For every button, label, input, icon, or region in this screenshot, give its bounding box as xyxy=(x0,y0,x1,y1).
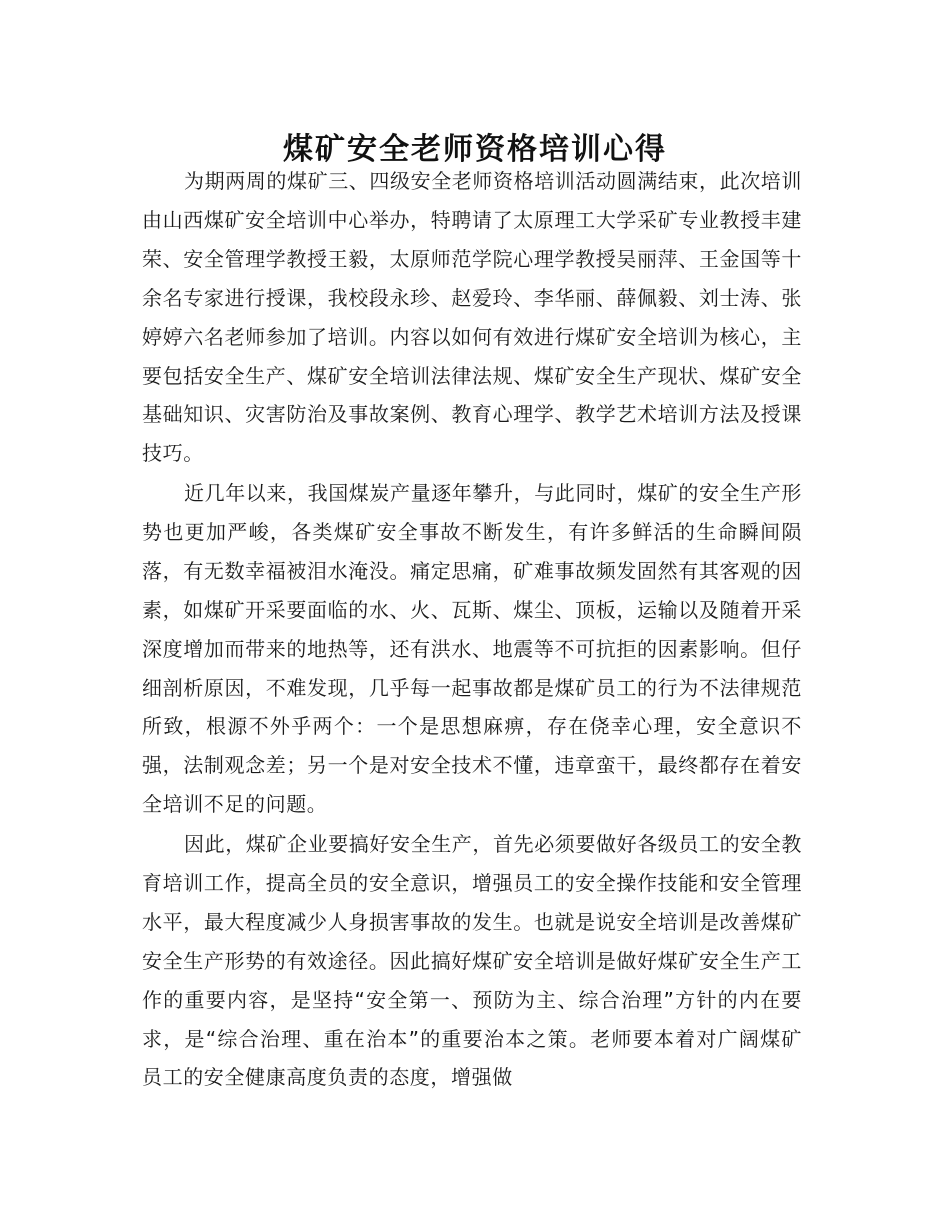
paragraph-2: 近几年以来，我国煤炭产量逐年攀升，与此同时，煤矿的安全生产形势也更加严峻，各类煤矿安全事故不断发生，有许多鲜活的生命瞬间陨落，有无数幸福被泪水淹没。痛定思痛，矿难事故频发固然有其客观的因素，如煤矿开采要面临的水、火、瓦斯、煤尘、顶板，运输以及随着开采深度增加而带来的地热等，还有洪水、地震等不可抗拒的因素影响。但仔细剖析原因，不难发现，几乎每一起事故都是煤矿员工的行为不法律规范所致，根源不外乎两个：一个是思想麻痹，存在侥幸心理，安全意识不强，法制观念差；另一个是对安全技术不懂，违章蛮干，最终都存在着安全培训不足的问题。 xyxy=(142,481,802,817)
paragraph-3: 因此，煤矿企业要搞好安全生产，首先必须要做好各级员工的安全教育培训工作，提高全员的安全意识，增强员工的安全操作技能和安全管理水平，最大程度减少人身损害事故的发生。也就是说安全培训是改善煤矿安全生产形势的有效途径。因此搞好煤矿安全培训是做好煤矿安全生产工作的重要内容，是坚持“安全第一、预防为主、综合治理”方针的内在要求，是“综合治理、重在治本”的重要治本之策。老师要本着对广阔煤矿员工的安全健康高度负责的态度，增强做 xyxy=(142,832,802,1090)
document-title: 煤矿安全老师资格培训心得 xyxy=(283,132,667,168)
paragraph-1: 为期两周的煤矿三、四级安全老师资格培训活动圆满结束，此次培训由山西煤矿安全培训中心举办，特聘请了太原理工大学采矿专业教授丰建荣、安全管理学教授王毅，太原师范学院心理学教授吴丽萍、王金国等十余名专家进行授课，我校段永珍、赵爱玲、李华丽、薛佩毅、刘士涛、张婷婷六名老师参加了培训。内容以如何有效进行煤矿安全培训为核心，主要包括安全生产、煤矿安全培训法律法规、煤矿安全生产现状、煤矿安全基础知识、灾害防治及事故案例、教育心理学、教学艺术培训方法及授课技巧。 xyxy=(142,169,802,466)
